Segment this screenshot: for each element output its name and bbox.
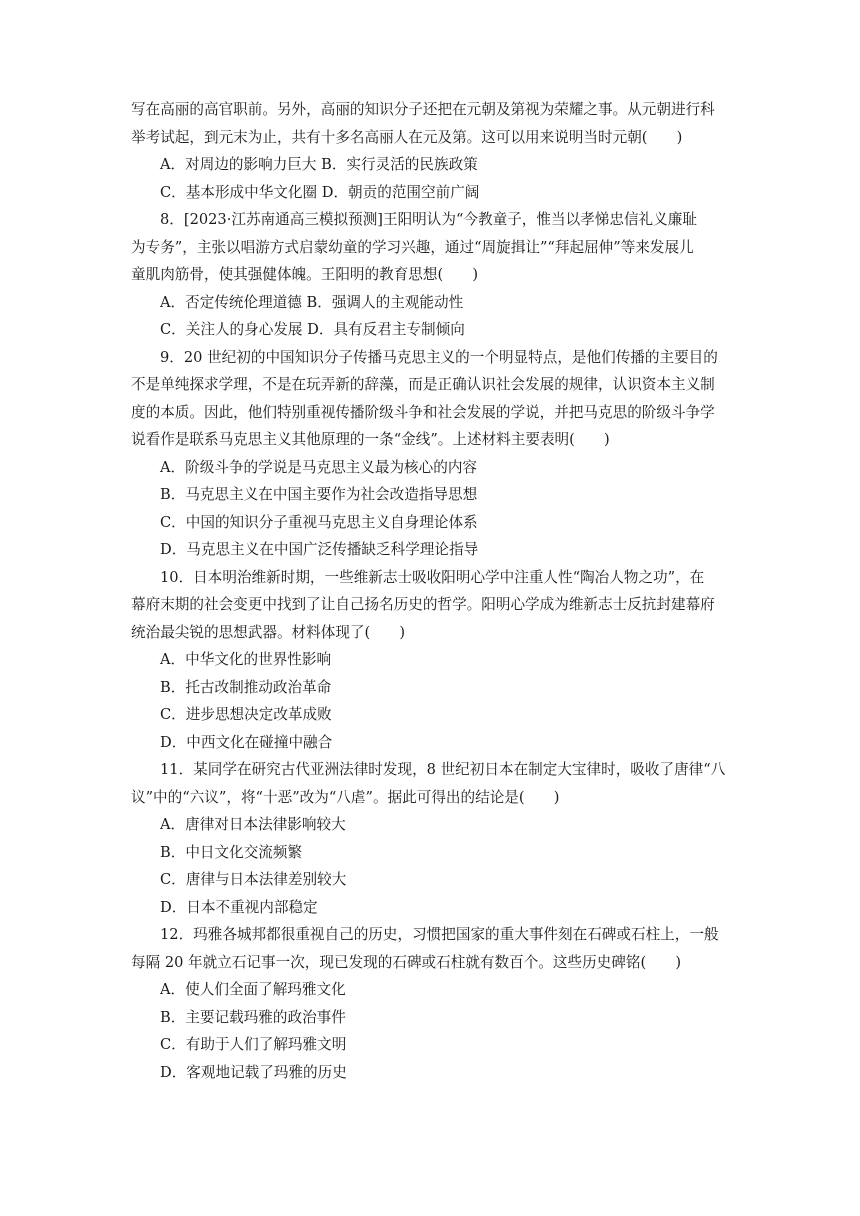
question-start-line: 11．某同学在研究古代亚洲法律时发现，8 世纪初日本在制定大宝律时，吸收了唐律“八 <box>160 761 726 778</box>
text-line: 幕府末期的社会变更中找到了让自己扬名历史的哲学。阳明心学成为维新志士反抗封建幕府 <box>131 596 715 613</box>
answer-option: A．中华文化的世界性影响 <box>160 651 332 668</box>
answer-option: C．唐律与日本法律差别较大 <box>160 871 347 888</box>
question-start-line: 9．20 世纪初的中国知识分子传播马克思主义的一个明显特点，是他们传播的主要目的 <box>160 348 718 366</box>
answer-option: D．客观地记载了玛雅的历史 <box>160 1063 347 1081</box>
answer-option: B．托古改制推动政治革命 <box>160 678 332 696</box>
answer-option: A．使人们全面了解玛雅文化 <box>160 981 346 998</box>
text-line: 议”中的“六议”，将“十恶”改为“八虐”。据此可得出的结论是( ) <box>131 788 560 806</box>
answer-option: C．中国的知识分子重视马克思主义自身理论体系 <box>160 513 478 531</box>
answer-option: C．关注人的身心发展 D．具有反君主专制倾向 <box>160 321 465 338</box>
text-line: 举考试起，到元末为止，共有十多名高丽人在元及第。这可以用来说明当时元朝( ) <box>131 128 683 146</box>
text-line: 度的本质。因此，他们特别重视传播阶级斗争和社会发展的学说，并把马克思的阶级斗争学 <box>131 403 715 421</box>
text-line: 每隔 20 年就立石记事一次，现已发现的石碑或石柱就有数百个。这些历史碑铭( ) <box>131 953 682 971</box>
answer-option: A．否定传统伦理道德 B．强调人的主观能动性 <box>160 293 464 311</box>
text-line: 童肌肉筋骨，使其强健体魄。王阳明的教育思想( ) <box>131 266 479 283</box>
document-page <box>131 96 731 1086</box>
answer-option: B．中日文化交流频繁 <box>160 843 303 861</box>
answer-option: B．主要记载玛雅的政治事件 <box>160 1008 346 1026</box>
text-line: 写在高丽的高官职前。另外，高丽的知识分子还把在元朝及第视为荣耀之事。从元朝进行科 <box>131 101 715 118</box>
question-start-line: 8．[2023·江苏南通高三模拟预测]王阳明认为“今教童子，惟当以孝悌忠信礼义廉耻 <box>160 211 697 228</box>
answer-option: A．阶级斗争的学说是马克思主义最为核心的内容 <box>160 458 478 476</box>
answer-option: C．有助于人们了解玛雅文明 <box>160 1036 347 1053</box>
answer-option: D．日本不重视内部稳定 <box>160 898 318 916</box>
answer-option: B．马克思主义在中国主要作为社会改造指导思想 <box>160 486 478 503</box>
question-start-line: 10．日本明治维新时期，一些维新志士吸收阳明心学中注重人性“陶冶人物之功”，在 <box>160 568 705 586</box>
answer-option: C．基本形成中华文化圈 D．朝贡的范围空前广阔 <box>160 183 480 201</box>
answer-option: A．对周边的影响力巨大 B．实行灵活的民族政策 <box>160 156 478 173</box>
text-line: 说看作是联系马克思主义其他原理的一条“金线”。上述材料主要表明( ) <box>131 431 610 448</box>
answer-option: C．进步思想决定改革成败 <box>160 706 332 723</box>
answer-option: D．中西文化在碰撞中融合 <box>160 733 333 751</box>
text-line: 不是单纯探求学理，不是在玩弄新的辞藻，而是正确认识社会发展的规律，认识资本主义制 <box>131 376 715 393</box>
text-line: 统治最尖锐的思想武器。材料体现了( ) <box>131 623 406 641</box>
question-start-line: 12．玛雅各城邦都很重视自己的历史，习惯把国家的重大事件刻在石碑或石柱上，一般 <box>160 926 719 943</box>
answer-option: A．唐律对日本法律影响较大 <box>160 816 346 833</box>
text-line: 为专务”，主张以唱游方式启蒙幼童的学习兴趣，通过“周旋揖让”“拜起屈伸”等来发展儿 <box>131 238 694 256</box>
answer-option: D．马克思主义在中国广泛传播缺乏科学理论指导 <box>160 541 479 558</box>
